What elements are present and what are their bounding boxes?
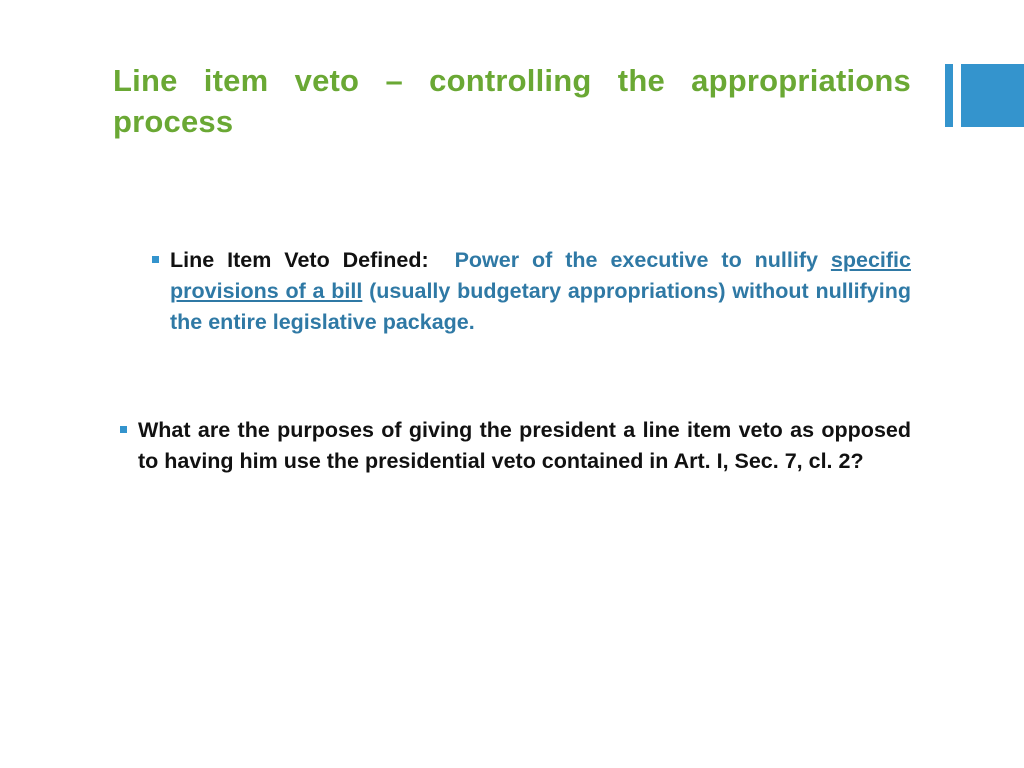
definition-text: Power of the executive to nullify [454, 248, 818, 272]
slide-title: Line item veto – controlling the appropriations process [113, 63, 911, 139]
accent-block [961, 64, 1024, 127]
definition-term: Line Item Veto Defined: [170, 248, 429, 272]
accent-bar-thin [945, 64, 953, 127]
bullet-marker [152, 256, 159, 263]
definition-text-continued: (usually budgetary appropriations) without nullifying the entire legislative package. [170, 279, 911, 334]
bullet-marker [120, 426, 127, 433]
bullet-definition [170, 245, 911, 338]
bullet-question: What are the purposes of giving the president a line item veto as opposed to having him use the presidential veto contained in Art. I, Sec. 7, cl. 2? [138, 418, 911, 473]
definition-underlined-phrase: specific provisions of a bill [170, 248, 911, 303]
